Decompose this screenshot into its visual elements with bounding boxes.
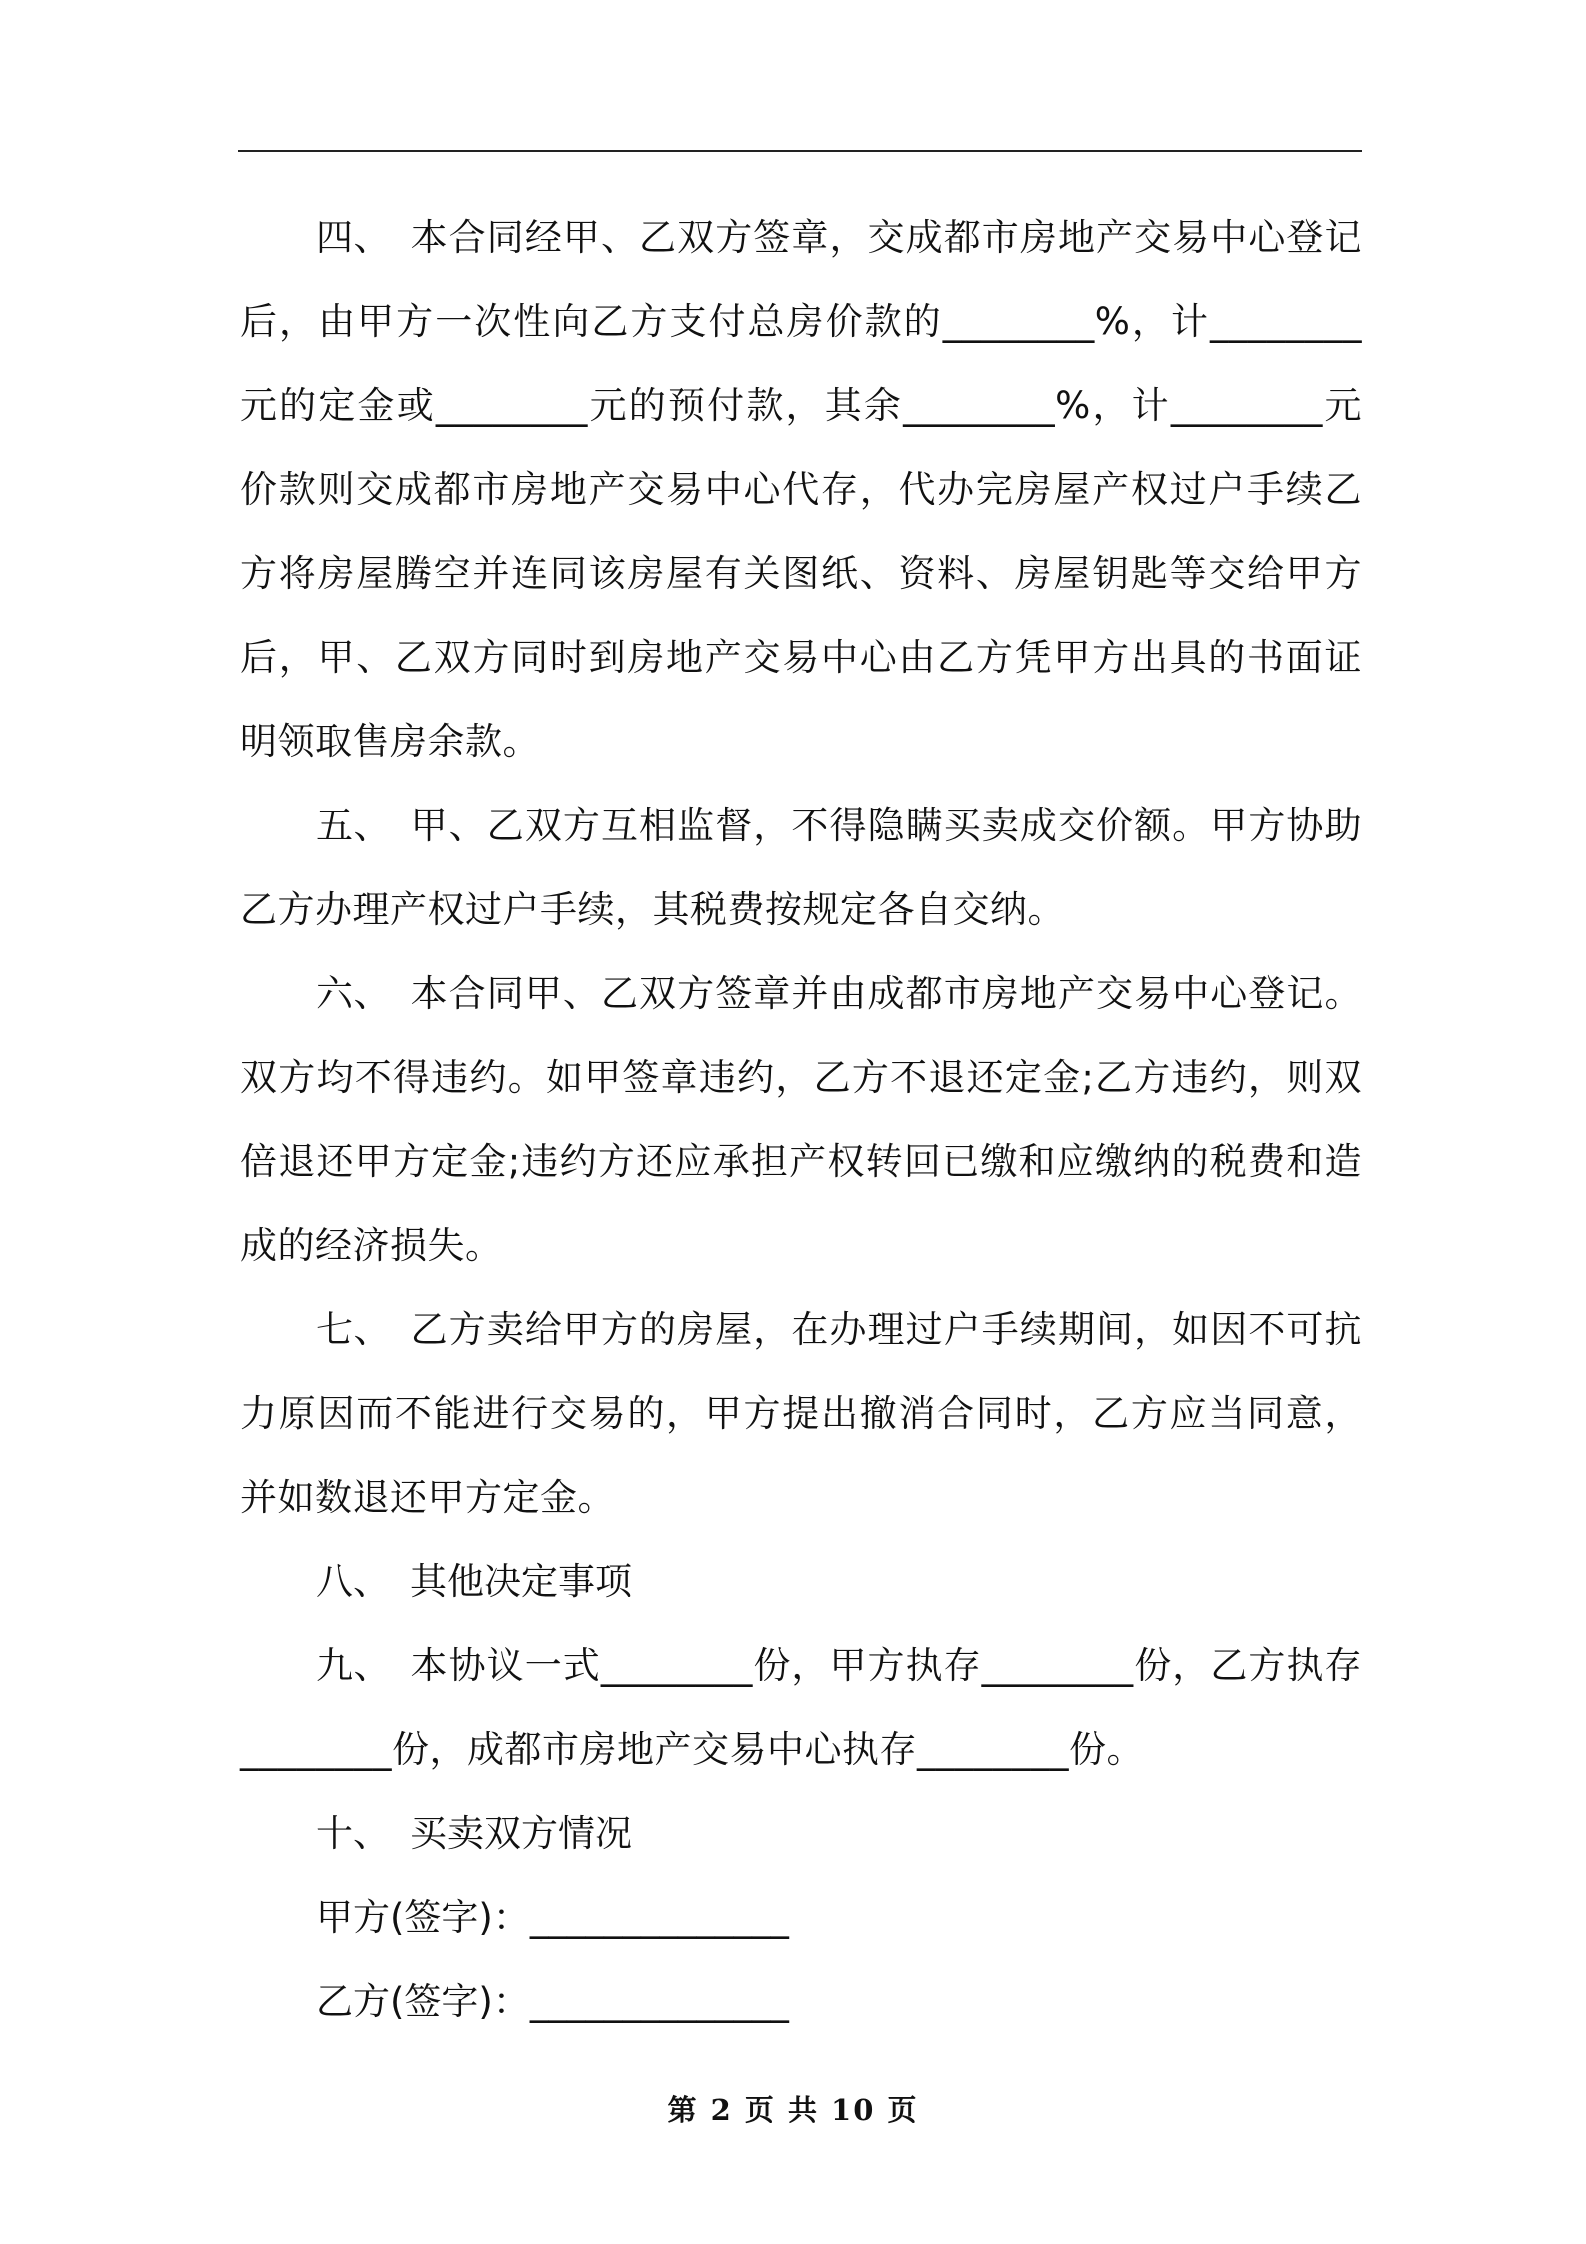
party-b-signature-line: 乙方(签字)：______________ (316, 1980, 789, 2023)
header-rule (238, 150, 1362, 152)
clause-text: 本合同甲、乙双方签章并由成都市房地产交易中心登记。双方均不得违约。如甲签章违约，乙方不退还定金;乙方违约，则双倍退还甲方定金;违约方还应承担产权转回已缴和应缴纳的税费和造成的经济损失。 (240, 972, 1362, 1267)
party-a-signature-line: 甲方(签字)：______________ (316, 1896, 789, 1939)
clause-text: 其他决定事项 (410, 1560, 632, 1603)
clause-10 (240, 1792, 1362, 1876)
clause-number: 四、 (316, 216, 391, 259)
clause-text: 本协议一式________份，甲方执存________份，乙方执存________份，成都市房地产交易中心执存________份。 (240, 1644, 1362, 1771)
clause-number: 九、 (316, 1644, 391, 1687)
clause-8 (240, 1540, 1362, 1624)
clause-text: 本合同经甲、乙双方签章，交成都市房地产交易中心登记后，由甲方一次性向乙方支付总房价款的________%，计________元的定金或________元的预付款，其余________%，计________元价款则交成都市房地产交易中心代存，代办完房屋产权过户手续乙方将房屋腾空并连同该房屋有关图纸、资料、房屋钥匙等交给甲方后，甲、乙双方同时到房地产交易中心由乙方凭甲方出具的书面证明领取售房余款。 (240, 216, 1362, 763)
clause-number: 十、 (316, 1812, 390, 1855)
clause-text: 乙方卖给甲方的房屋，在办理过户手续期间，如因不可抗力原因而不能进行交易的，甲方提出撤消合同时，乙方应当同意，并如数退还甲方定金。 (240, 1308, 1362, 1519)
clause-number: 六、 (316, 972, 391, 1015)
clause-number: 五、 (316, 804, 391, 847)
clause-4 (240, 196, 1362, 784)
document-body (240, 196, 1362, 2044)
clause-number: 八、 (316, 1560, 390, 1603)
page-number: 第 2 页 共 10 页 (667, 2093, 919, 2127)
clause-6 (240, 952, 1362, 1288)
clause-9 (240, 1624, 1362, 1792)
clause-5 (240, 784, 1362, 952)
clause-number: 七、 (316, 1308, 391, 1351)
clause-text: 甲、乙双方互相监督，不得隐瞒买卖成交价额。甲方协助乙方办理产权过户手续，其税费按规定各自交纳。 (240, 804, 1362, 931)
clause-7 (240, 1288, 1362, 1540)
clause-text: 买卖双方情况 (410, 1812, 632, 1855)
